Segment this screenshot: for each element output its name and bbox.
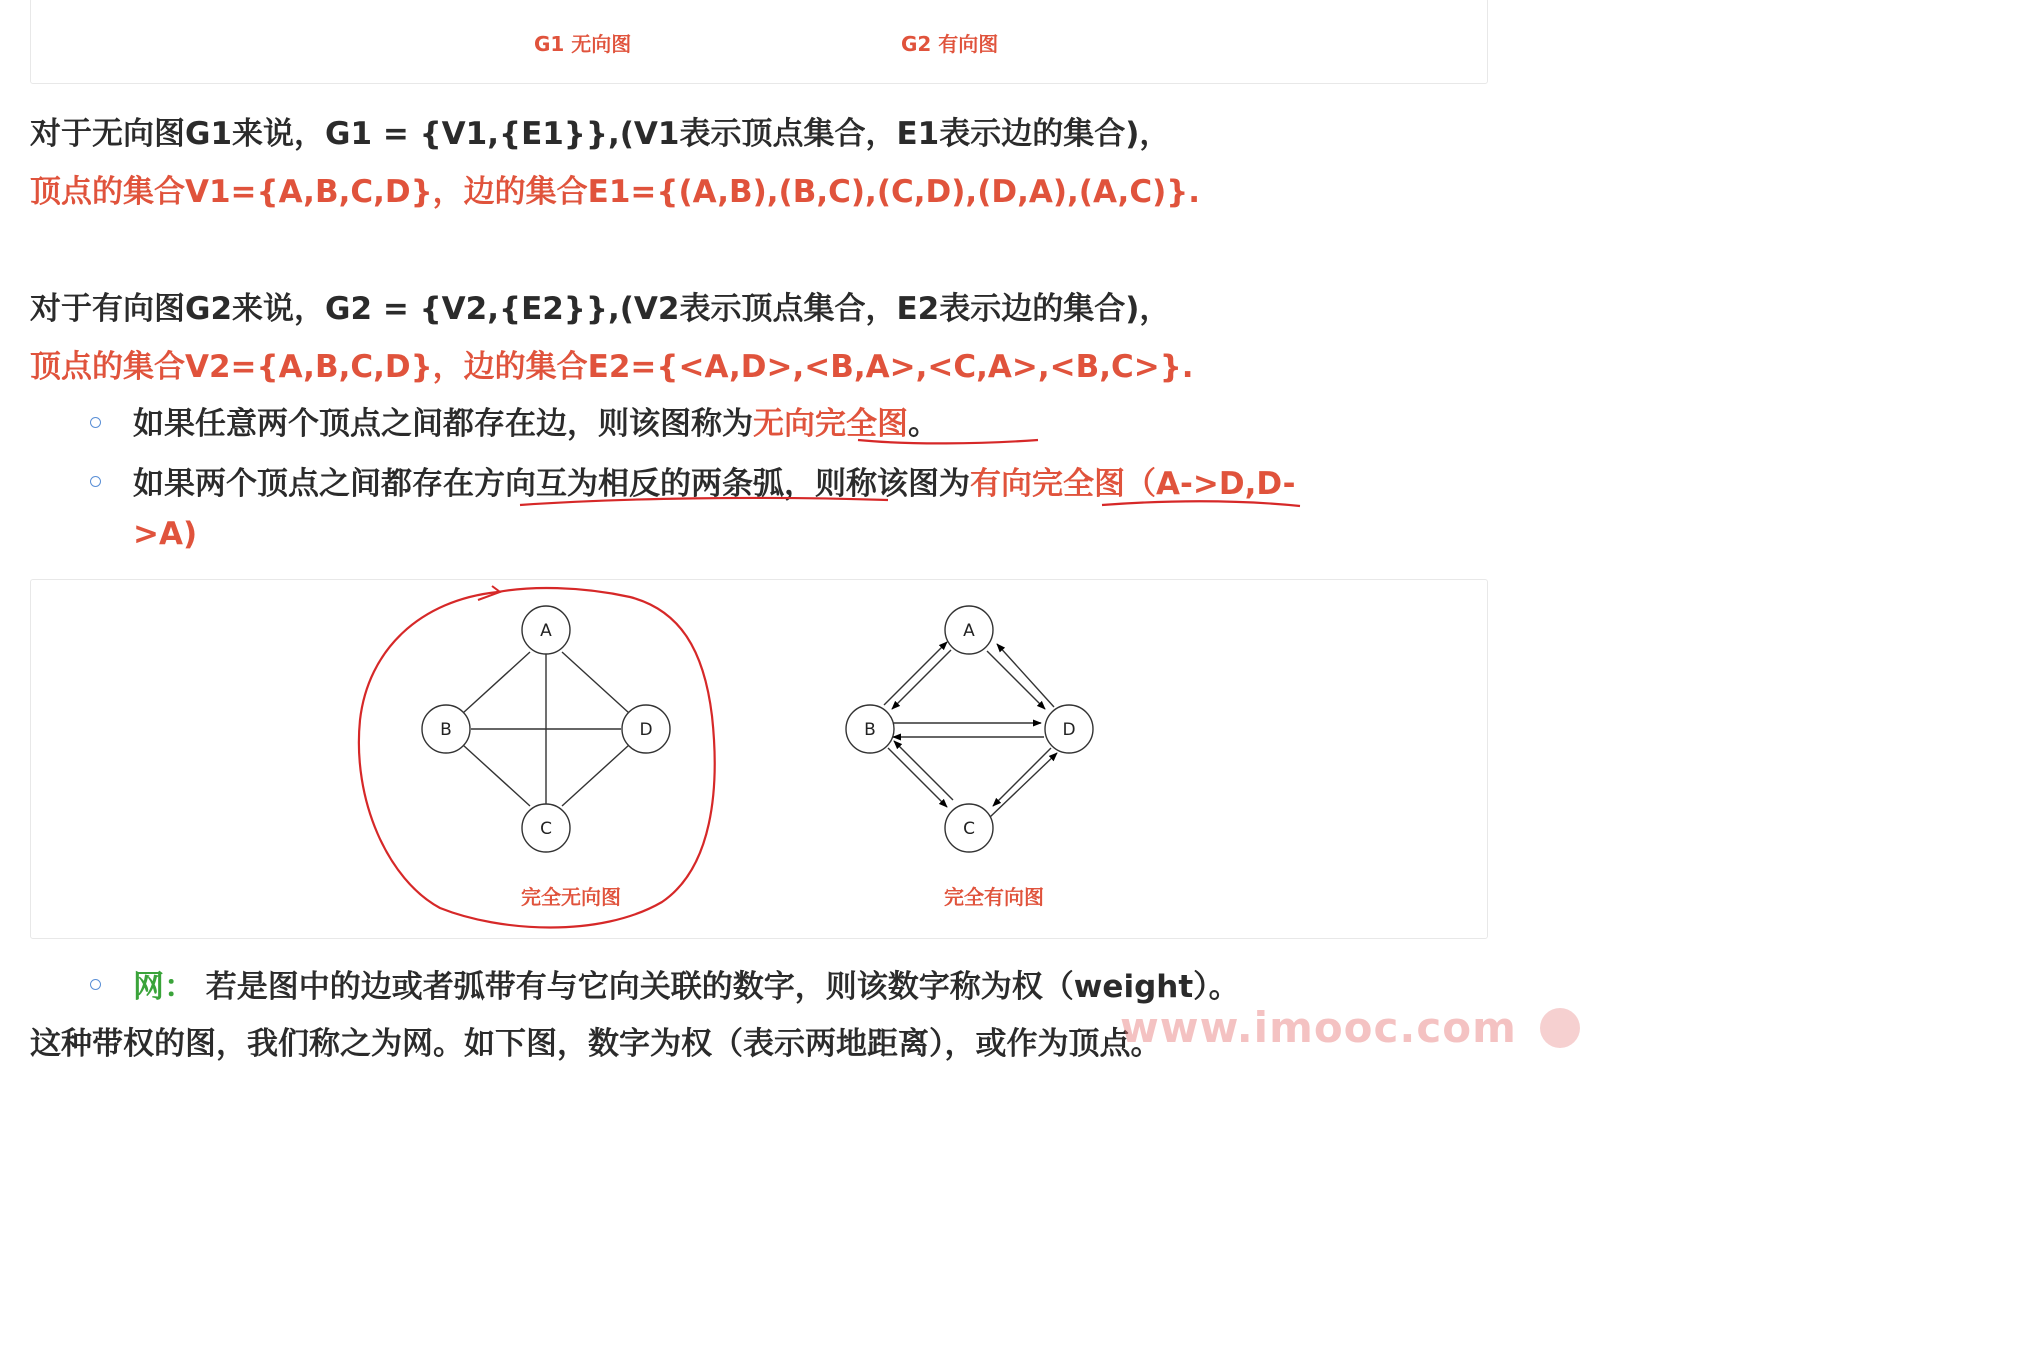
- edge-d-c: [562, 745, 629, 806]
- list-bullet-icon: [90, 476, 101, 487]
- caption-complete-directed: 完全有向图: [944, 885, 1044, 909]
- list-bullet-icon: [90, 417, 101, 428]
- arc-b-c: [888, 748, 947, 807]
- para2-line2: 顶点的集合V2={A,B,C,D}，边的集合E2={<A,D>,<B,A>,<C,A>,<B,C>}.: [30, 349, 1194, 385]
- edge-b-c: [463, 745, 530, 806]
- node-b-label: B: [440, 720, 452, 740]
- para2-line1: 对于有向图G2来说，G2 = {V2,{E2}},(V2表示顶点集合，E2表示边的集合)，: [30, 291, 1171, 327]
- figure-box-complete-graphs: [30, 579, 1488, 939]
- watermark: www.imooc.com: [1120, 1003, 1517, 1052]
- complete-graphs-figure: [31, 580, 1487, 938]
- list-item-2: [133, 458, 1296, 503]
- figure-box-top: [30, 0, 1488, 84]
- figure-caption-g2: G2 有向图: [901, 32, 999, 56]
- edge-a-d: [562, 652, 629, 713]
- list-item-1-tail: 。: [908, 406, 939, 442]
- list-item-1-text: 如果任意两个顶点之间都存在边，则该图称为: [133, 406, 753, 442]
- net-text: 若是图中的边或者弧带有与它向关联的数字，则该数字称为权（weight）。: [205, 969, 1240, 1005]
- arc-c-d: [989, 753, 1057, 818]
- arc-d-c: [993, 748, 1051, 806]
- list-item-2-tail-cont: >A): [133, 516, 198, 552]
- node-d-label: D: [639, 720, 653, 740]
- para1-line1: 对于无向图G1来说，G1 = {V1,{E1}},(V1表示顶点集合，E1表示边的集合)，: [30, 116, 1171, 152]
- arc-c-b: [894, 741, 953, 800]
- para1-line2: 顶点的集合V1={A,B,C,D}，边的集合E1={(A,B),(B,C),(C,D),(D,A),(A,C)}.: [30, 174, 1201, 210]
- node-b-label: B: [864, 720, 876, 740]
- complete-undirected-graph: [422, 606, 670, 909]
- complete-directed-graph: [846, 606, 1093, 909]
- net-term: 网：: [133, 969, 195, 1005]
- arc-a-b: [892, 650, 951, 709]
- net-line2: 这种带权的图，我们称之为网。如下图，数字为权（表示两地距离），或作为顶点。: [30, 1026, 1162, 1062]
- list-item-2-tail: （A->D,D-: [1125, 466, 1296, 502]
- node-c-label: C: [540, 819, 552, 839]
- list-item-2-text: 如果两个顶点之间都存在方向互为相反的两条弧，则称该图为: [133, 466, 970, 502]
- caption-complete-undirected: 完全无向图: [521, 885, 621, 909]
- figure-caption-g1: G1 无向图: [534, 32, 632, 56]
- logo-icon: [1540, 1008, 1580, 1048]
- node-d-label: D: [1062, 720, 1076, 740]
- node-a-label: A: [963, 621, 975, 641]
- list-bullet-icon: [90, 979, 101, 990]
- list-item-2-term: 有向完全图: [970, 466, 1125, 502]
- list-item-1: [133, 398, 939, 443]
- list-item-1-term: 无向完全图: [753, 406, 908, 442]
- node-c-label: C: [963, 819, 975, 839]
- arc-d-a: [997, 644, 1054, 707]
- edge-a-b: [463, 652, 530, 713]
- net-item: [133, 961, 1240, 1006]
- node-a-label: A: [540, 621, 552, 641]
- arc-a-d: [987, 651, 1045, 709]
- arc-b-a: [884, 642, 947, 705]
